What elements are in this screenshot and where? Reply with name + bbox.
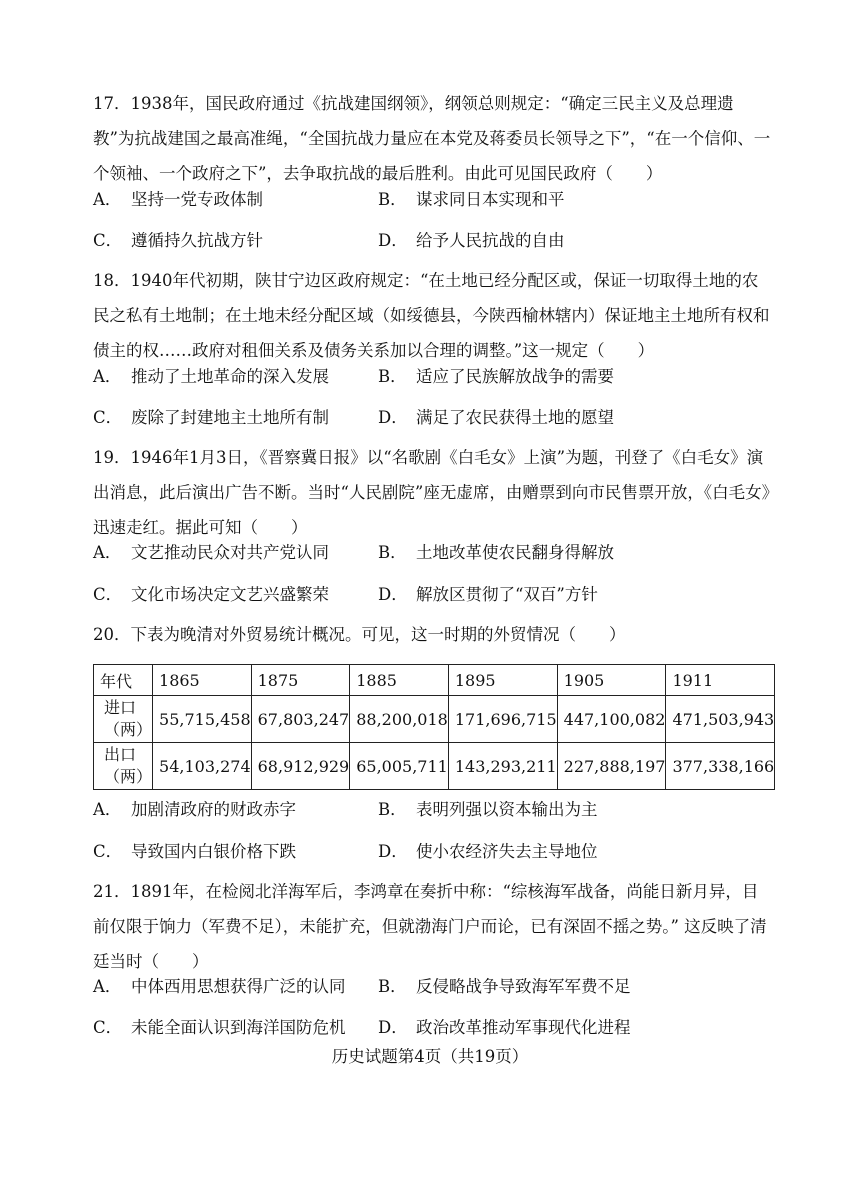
option-letter: B．	[378, 977, 407, 996]
option-letter: C．	[93, 408, 123, 427]
table-cell: 55,715,458	[153, 696, 252, 743]
option-letter: A．	[93, 800, 122, 819]
page-footer: 历史试题第4页（共19页）	[331, 1047, 529, 1066]
option-letter: D．	[378, 408, 408, 427]
table-row	[94, 696, 775, 743]
header-cell: 年代	[94, 665, 153, 696]
question-18-option-c[interactable]	[93, 408, 329, 428]
question-18-option-b[interactable]	[378, 367, 614, 387]
option-letter: A．	[93, 190, 122, 209]
option-text: 导致国内白银价格下跌	[131, 842, 296, 861]
option-text: 文艺推动民众对共产党认同	[131, 543, 329, 562]
question-18-option-d[interactable]	[378, 408, 614, 428]
option-text: 反侵略战争导致海军军费不足	[416, 977, 631, 996]
option-text: 满足了农民获得土地的愿望	[416, 408, 614, 427]
question-19-stem: 19．1946年1月3日，《晋察冀日报》以“名歌剧《白毛女》上演”为题，刊登了《白毛女》演出消息，此后演出广告不断。当时“人民剧院”座无虚席，由赠票到向市民售票开放，《白毛女》迅速走红。据此可知（ ）	[93, 448, 770, 537]
option-letter: B．	[378, 190, 407, 209]
question-20-option-c[interactable]	[93, 842, 296, 862]
option-text: 使小农经济失去主导地位	[416, 842, 598, 861]
question-20-stem: 20．下表为晚清对外贸易统计概况。可见，这一时期的外贸情况（ ）	[93, 625, 626, 644]
row-label-top: 进口	[104, 698, 137, 717]
question-18-option-a[interactable]	[93, 367, 329, 387]
option-text: 未能全面认识到海洋国防危机	[131, 1018, 346, 1037]
question-21-option-a[interactable]	[93, 977, 346, 997]
row-label-import	[94, 696, 153, 743]
option-text: 适应了民族解放战争的需要	[416, 367, 614, 386]
table-cell: 54,103,274	[153, 743, 252, 790]
option-text: 坚持一党专政体制	[131, 190, 263, 209]
option-letter: A．	[93, 367, 122, 386]
question-20-option-d[interactable]	[378, 842, 598, 862]
trade-statistics-table	[93, 664, 775, 790]
question-17-option-b[interactable]	[378, 190, 565, 210]
header-cell: 1911	[666, 665, 775, 696]
question-19-option-c[interactable]	[93, 585, 329, 605]
option-text: 废除了封建地主土地所有制	[131, 408, 329, 427]
question-20-option-b[interactable]	[378, 800, 598, 820]
option-text: 表明列强以资本输出为主	[416, 800, 598, 819]
option-letter: B．	[378, 367, 407, 386]
option-letter: A．	[93, 977, 122, 996]
option-text: 政治改革推动军事现代化进程	[416, 1018, 631, 1037]
question-19-option-b[interactable]	[378, 543, 614, 563]
option-text: 土地改革使农民翻身得解放	[416, 543, 614, 562]
table-cell: 227,888,197	[557, 743, 666, 790]
option-text: 加剧清政府的财政赤字	[131, 800, 296, 819]
row-label-top: 出口	[104, 745, 137, 764]
header-cell: 1875	[251, 665, 350, 696]
option-letter: D．	[378, 1018, 408, 1037]
table-cell: 447,100,082	[557, 696, 666, 743]
option-letter: B．	[378, 800, 407, 819]
option-letter: D．	[378, 231, 408, 250]
question-17-option-d[interactable]	[378, 231, 565, 251]
question-17-stem: 17．1938年，国民政府通过《抗战建国纲领》，纲领总则规定：“确定三民主义及总理遗教”为抗战建国之最高准绳，“全国抗战力量应在本党及蒋委员长领导之下”，“在一个信仰、一个领袖、一个政府之下”，去争取抗战的最后胜利。由此可见国民政府（ ）	[93, 94, 771, 183]
table-row	[94, 743, 775, 790]
table-cell: 67,803,247	[251, 696, 350, 743]
option-letter: C．	[93, 1018, 123, 1037]
table-cell: 88,200,018	[350, 696, 449, 743]
row-label-export	[94, 743, 153, 790]
option-letter: A．	[93, 543, 122, 562]
row-label-bottom: （两）	[104, 767, 153, 786]
option-text: 谋求同日本实现和平	[416, 190, 565, 209]
table-cell: 171,696,715	[448, 696, 557, 743]
question-21-option-b[interactable]	[378, 977, 631, 997]
question-21-option-d[interactable]	[378, 1018, 631, 1038]
table-cell: 377,338,166	[666, 743, 775, 790]
option-text: 解放区贯彻了“双百”方针	[416, 585, 598, 604]
table-header-row	[94, 665, 775, 696]
row-label-bottom: （两）	[104, 720, 153, 739]
table-cell: 471,503,943	[666, 696, 775, 743]
question-21-option-c[interactable]	[93, 1018, 346, 1038]
header-cell: 1905	[557, 665, 666, 696]
question-17-option-a[interactable]	[93, 190, 263, 210]
option-text: 推动了土地革命的深入发展	[131, 367, 329, 386]
question-19-option-d[interactable]	[378, 585, 598, 605]
header-cell: 1865	[153, 665, 252, 696]
option-letter: D．	[378, 842, 408, 861]
option-letter: C．	[93, 231, 123, 250]
header-cell: 1885	[350, 665, 449, 696]
option-text: 遵循持久抗战方针	[131, 231, 263, 250]
option-letter: B．	[378, 543, 407, 562]
table-cell: 68,912,929	[251, 743, 350, 790]
table-cell: 65,005,711	[350, 743, 449, 790]
question-20-option-a[interactable]	[93, 800, 296, 820]
option-text: 中体西用思想获得广泛的认同	[131, 977, 346, 996]
option-text: 文化市场决定文艺兴盛繁荣	[131, 585, 329, 604]
question-18-stem: 18．1940年代初期，陕甘宁边区政府规定：“在土地已经分配区或，保证一切取得土地的农民之私有土地制；在土地未经分配区域（如绥德县，今陕西榆林辖内）保证地主土地所有权和债主的权……政府对租佃关系及债务关系加以合理的调整。”这一规定（ ）	[93, 271, 770, 360]
table-cell: 143,293,211	[448, 743, 557, 790]
option-letter: C．	[93, 842, 123, 861]
option-letter: C．	[93, 585, 123, 604]
question-19-option-a[interactable]	[93, 543, 329, 563]
question-17-option-c[interactable]	[93, 231, 263, 251]
question-21-stem: 21．1891年，在检阅北洋海军后，李鸿章在奏折中称：“综核海军战备，尚能日新月异，目前仅限于饷力（军费不足），未能扩充，但就渤海门户而论，已有深固不摇之势。” 这反映了清廷当时（ ）	[93, 882, 767, 971]
header-cell: 1895	[448, 665, 557, 696]
option-text: 给予人民抗战的自由	[416, 231, 565, 250]
option-letter: D．	[378, 585, 408, 604]
